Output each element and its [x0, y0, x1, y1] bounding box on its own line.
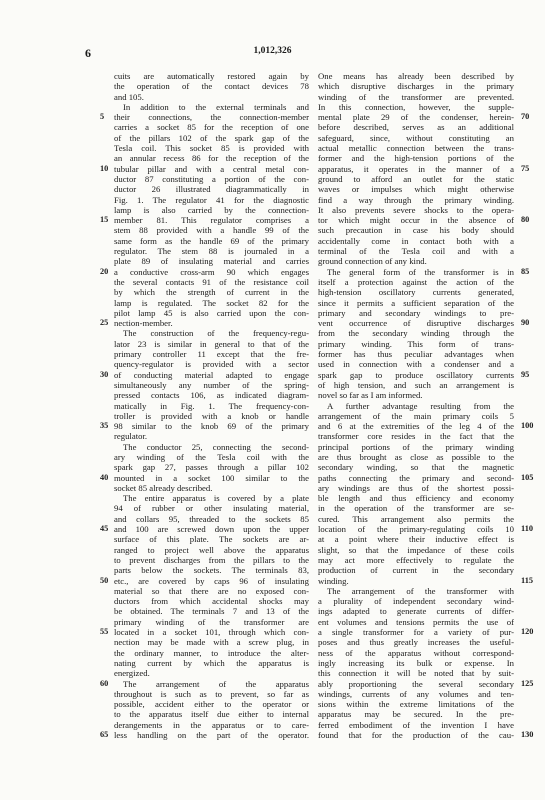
- line-number: 20: [100, 266, 109, 276]
- text-line: ranged to project well above the apparatus: [114, 544, 309, 555]
- text-line: same form as the handle 69 of the primary: [114, 235, 309, 246]
- text-line: The arrangement of the transformer with: [327, 585, 514, 596]
- line-number: 15: [100, 215, 109, 225]
- text-line: winding of the transformer are prevented.: [318, 91, 514, 102]
- text-line: a conductive cross-arm 90 which engages: [114, 266, 309, 277]
- text-line: A further advantage resulting from the: [327, 400, 514, 411]
- text-line: find a way through the primary winding.: [318, 194, 514, 205]
- text-line: which disruptive discharges in the primary: [318, 81, 514, 92]
- text-line: an annular recess 86 for the reception of the: [114, 153, 309, 164]
- text-line: ductor 26 illustrated diagrammatically in: [114, 184, 309, 195]
- text-line: mounted in a socket 100 similar to the: [114, 472, 309, 483]
- text-line: former and the high-tension portions of the: [318, 153, 514, 164]
- text-line: novel so far as I am informed.: [318, 390, 423, 401]
- text-line: plate 89 of insulating material and carries: [114, 256, 309, 267]
- text-line: used in connection with a condenser and a: [318, 359, 514, 370]
- text-line: from the secondary winding through the: [318, 328, 514, 339]
- text-line: apparatus may be secured. In the pre-: [318, 709, 514, 720]
- text-line: former has thus peculiar advantages when: [318, 349, 514, 360]
- text-line: such precaution in case his body should: [318, 225, 514, 236]
- text-line: matically in Fig. 1. The frequency-con-: [114, 400, 309, 411]
- text-line: The general form of the transformer is in: [327, 266, 514, 277]
- text-line: of the pillars 102 of the spark gap of the: [114, 132, 309, 143]
- text-line: high-tension oscillatory currents generated,: [318, 287, 514, 298]
- text-line: The arrangement of the apparatus: [123, 678, 309, 689]
- line-number: 100: [521, 421, 534, 431]
- line-number: 120: [521, 627, 534, 637]
- text-line: 94 of rubber or other insulating material,: [114, 503, 309, 514]
- text-line: derangements in the apparatus or to care-: [114, 719, 309, 730]
- text-line: to the apparatus itself due either to internal: [114, 709, 309, 720]
- text-line: parts below the sockets. The terminals 83,: [114, 565, 309, 576]
- text-line: surface of this plate. The sockets are ar-: [114, 534, 309, 545]
- text-line: ductor 87 constituting a portion of the con-: [114, 173, 309, 184]
- line-number: 95: [521, 369, 530, 379]
- text-line: ness of the apparatus without correspond-: [318, 647, 514, 658]
- text-line: vent occurrence of disruptive discharges: [318, 318, 514, 329]
- text-line: carries a socket 85 for the reception of one: [114, 122, 309, 133]
- text-line: be obtained. The terminals 7 and 13 of the: [114, 606, 309, 617]
- text-line: slight, so that the impedance of these coils: [318, 544, 514, 555]
- text-line: spark gap 27, passes through a pillar 102: [114, 462, 309, 473]
- text-line: accidentally come in contact both with a: [318, 235, 514, 246]
- text-line: production of current in the secondary: [318, 565, 514, 576]
- line-number: 5: [100, 112, 105, 122]
- text-line: The entire apparatus is covered by a plate: [123, 493, 309, 504]
- text-line: poses and thus greatly increases the useful-: [318, 637, 514, 648]
- line-number: 80: [521, 215, 530, 225]
- line-number: 90: [521, 318, 530, 328]
- text-line: the several contacts 91 of the resistance coil: [114, 276, 309, 287]
- text-line: primary and secondary windings to pre-: [318, 307, 514, 318]
- line-number: 75: [521, 163, 530, 173]
- text-line: troller is provided with a knob or handle: [114, 410, 309, 421]
- text-line: lamp is regulated. The socket 82 for the: [114, 297, 309, 308]
- text-line: mental plate 29 of the condenser, herein-: [318, 112, 514, 123]
- text-line: ferred embodiment of the invention I have: [318, 719, 514, 730]
- line-number: 25: [100, 318, 109, 328]
- text-line: primary controller 11 except that the fre-: [114, 349, 309, 360]
- text-line: arrangement of the main primary coils 5: [318, 410, 514, 421]
- text-line: nection-member.: [114, 318, 173, 329]
- text-line: apparatus, it operates in the manner of a: [318, 163, 514, 174]
- text-line: safeguard, since, without constituting an: [318, 132, 514, 143]
- text-line: ingly increasing its bulk or expense. In: [318, 657, 514, 668]
- text-line: of conducting material adapted to engage: [114, 369, 309, 380]
- text-line: ble length and thus efficiency and economy: [318, 493, 514, 504]
- text-line: and 100 are screwed down upon the upper: [114, 524, 309, 535]
- line-number: 40: [100, 472, 109, 482]
- text-line: itself a protection against the action of the: [318, 276, 514, 287]
- text-line: location of the primary-regulating coils 10: [318, 524, 514, 535]
- text-line: by which the strength of current in the: [114, 287, 309, 298]
- text-line: waves or impulses which might otherwise: [318, 184, 514, 195]
- text-line: their connections, the connection-member: [114, 112, 309, 123]
- text-line: In addition to the external terminals and: [123, 101, 309, 112]
- patent-number: 1,012,326: [253, 46, 292, 56]
- text-line: regulator.: [114, 431, 148, 442]
- line-number: 105: [521, 472, 534, 482]
- text-line: It also prevents severe shocks to the opera-: [318, 204, 514, 215]
- text-line: primary winding. This form of trans-: [318, 338, 514, 349]
- text-line: ent volumes and tensions permits the use of: [318, 616, 514, 627]
- text-line: ary windings are thus of the shortest possi-: [318, 482, 514, 493]
- text-line: stem 88 provided with a handle 99 of the: [114, 225, 309, 236]
- text-line: member 81. This regulator comprises a: [114, 215, 309, 226]
- text-line: Tesla coil. This socket 85 is provided with: [114, 143, 309, 154]
- text-line: may act more effectively to regulate the: [318, 554, 514, 565]
- text-line: tubular pillar and with a central metal con-: [114, 163, 309, 174]
- text-line: of high tension, and such an arrangement is: [318, 379, 514, 390]
- text-line: Fig. 1. The regulator 41 for the diagnostic: [114, 194, 309, 205]
- text-line: winding.: [318, 575, 349, 586]
- text-line: sions within the extreme limitations of the: [318, 699, 514, 710]
- line-number: 125: [521, 678, 534, 688]
- text-line: actual metallic connection between the trans-: [318, 143, 514, 154]
- text-line: throughout is such as to prevent, so far as: [114, 688, 309, 699]
- line-number: 85: [521, 266, 530, 276]
- line-number: 50: [100, 575, 109, 585]
- text-line: at a point where their inductive effect is: [318, 534, 514, 545]
- text-line: spark gap to produce oscillatory currents: [318, 369, 514, 380]
- text-line: paths connecting the primary and second-: [318, 472, 514, 483]
- text-line: quency-regulator is provided with a sector: [114, 359, 309, 370]
- page-header: [0, 46, 545, 60]
- line-number: 130: [521, 730, 534, 740]
- text-line: in the operation of the transformer are se-: [318, 503, 514, 514]
- text-line: In this connection, however, the supple-: [318, 101, 514, 112]
- text-line: energized.: [114, 668, 150, 679]
- text-line: ably proportioning the several secondary: [318, 678, 514, 689]
- line-number: 55: [100, 627, 109, 637]
- line-number: 35: [100, 421, 109, 431]
- line-number: 30: [100, 369, 109, 379]
- text-line: pilot lamp 45 is also carried upon the con-: [114, 307, 309, 318]
- text-line: The conductor 25, connecting the second-: [123, 441, 309, 452]
- text-line: primary winding of the transformer are: [114, 616, 309, 627]
- text-line: principal portions of the primary winding: [318, 441, 514, 452]
- text-line: etc., are covered by caps 96 of insulating: [114, 575, 309, 586]
- text-line: material so that there are no exposed con-: [114, 585, 309, 596]
- text-line: cured. This arrangement also permits the: [318, 513, 514, 524]
- text-line: regulator. The stem 88 is journaled in a: [114, 246, 309, 257]
- line-number: 70: [521, 112, 530, 122]
- text-line: and collars 95, threaded to the sockets 85: [114, 513, 309, 524]
- text-line: ary winding of the Tesla coil with the: [114, 451, 309, 462]
- text-line: lator 23 is similar in general to that of the: [114, 338, 309, 349]
- text-line: to prevent discharges from the pillars to the: [114, 554, 309, 565]
- text-line: cuits are automatically restored again by: [114, 71, 309, 81]
- text-line: less handling on the part of the operator.: [114, 730, 309, 740]
- text-line: this connection it will be noted that by suit-: [318, 668, 514, 679]
- text-line: the operation of the contact devices 78: [114, 81, 309, 92]
- text-line: 98 similar to the knob 69 of the primary: [114, 421, 309, 432]
- line-number: 110: [521, 524, 533, 534]
- text-line: a single transformer for a variety of pur-: [318, 627, 514, 638]
- text-line: windings, currents of any volumes and ten-: [318, 688, 514, 699]
- line-number: 65: [100, 730, 109, 740]
- page-number: 6: [85, 46, 91, 60]
- text-line: pressed contacts 106, as indicated diagram-: [114, 390, 309, 401]
- text-line: possible, accident either to the operator or: [114, 699, 309, 710]
- text-line: since it permits a sufficient separation of the: [318, 297, 514, 308]
- text-line: The construction of the frequency-regu-: [123, 328, 309, 339]
- text-line: a plurality of independent secondary wind-: [318, 596, 514, 607]
- text-line: lamp is also carried by the connection-: [114, 204, 309, 215]
- text-line: before described, serves as an additional: [318, 122, 514, 133]
- text-line: found that for the production of the cau-: [318, 730, 514, 740]
- text-line: nection may be made with a screw plug, in: [114, 637, 309, 648]
- line-number: 115: [521, 575, 533, 585]
- text-line: simultaneously any number of the spring-: [114, 379, 309, 390]
- text-line: ductors from which accidental shocks may: [114, 596, 309, 607]
- text-line: nating current by which the apparatus is: [114, 657, 309, 668]
- text-line: socket 85 already described.: [114, 482, 213, 493]
- text-line: and 6 at the extremities of the leg 4 of the: [318, 421, 514, 432]
- text-line: transformer core resides in the fact that the: [318, 431, 514, 442]
- text-line: terminal of the Tesla coil and with a: [318, 246, 514, 257]
- text-line: are thus brought as close as possible to the: [318, 451, 514, 462]
- left-text-column: [114, 71, 309, 740]
- right-text-column: [318, 71, 514, 740]
- text-line: ground to afford an outlet for the static: [318, 173, 514, 184]
- text-line: the ordinary manner, to introduce the alter-: [114, 647, 309, 658]
- line-number: 10: [100, 163, 109, 173]
- text-line: secondary winding, so that the magnetic: [318, 462, 514, 473]
- text-line: One means has already been described by: [318, 71, 514, 81]
- text-line: ground connection of any kind.: [318, 256, 427, 267]
- line-number: 60: [100, 678, 109, 688]
- text-line: located in a socket 101, through which con-: [114, 627, 309, 638]
- text-line: tor which might occur in the absence of: [318, 215, 514, 226]
- text-line: and 105.: [114, 91, 144, 102]
- line-number: 45: [100, 524, 109, 534]
- text-line: ings adapted to generate currents of differ-: [318, 606, 514, 617]
